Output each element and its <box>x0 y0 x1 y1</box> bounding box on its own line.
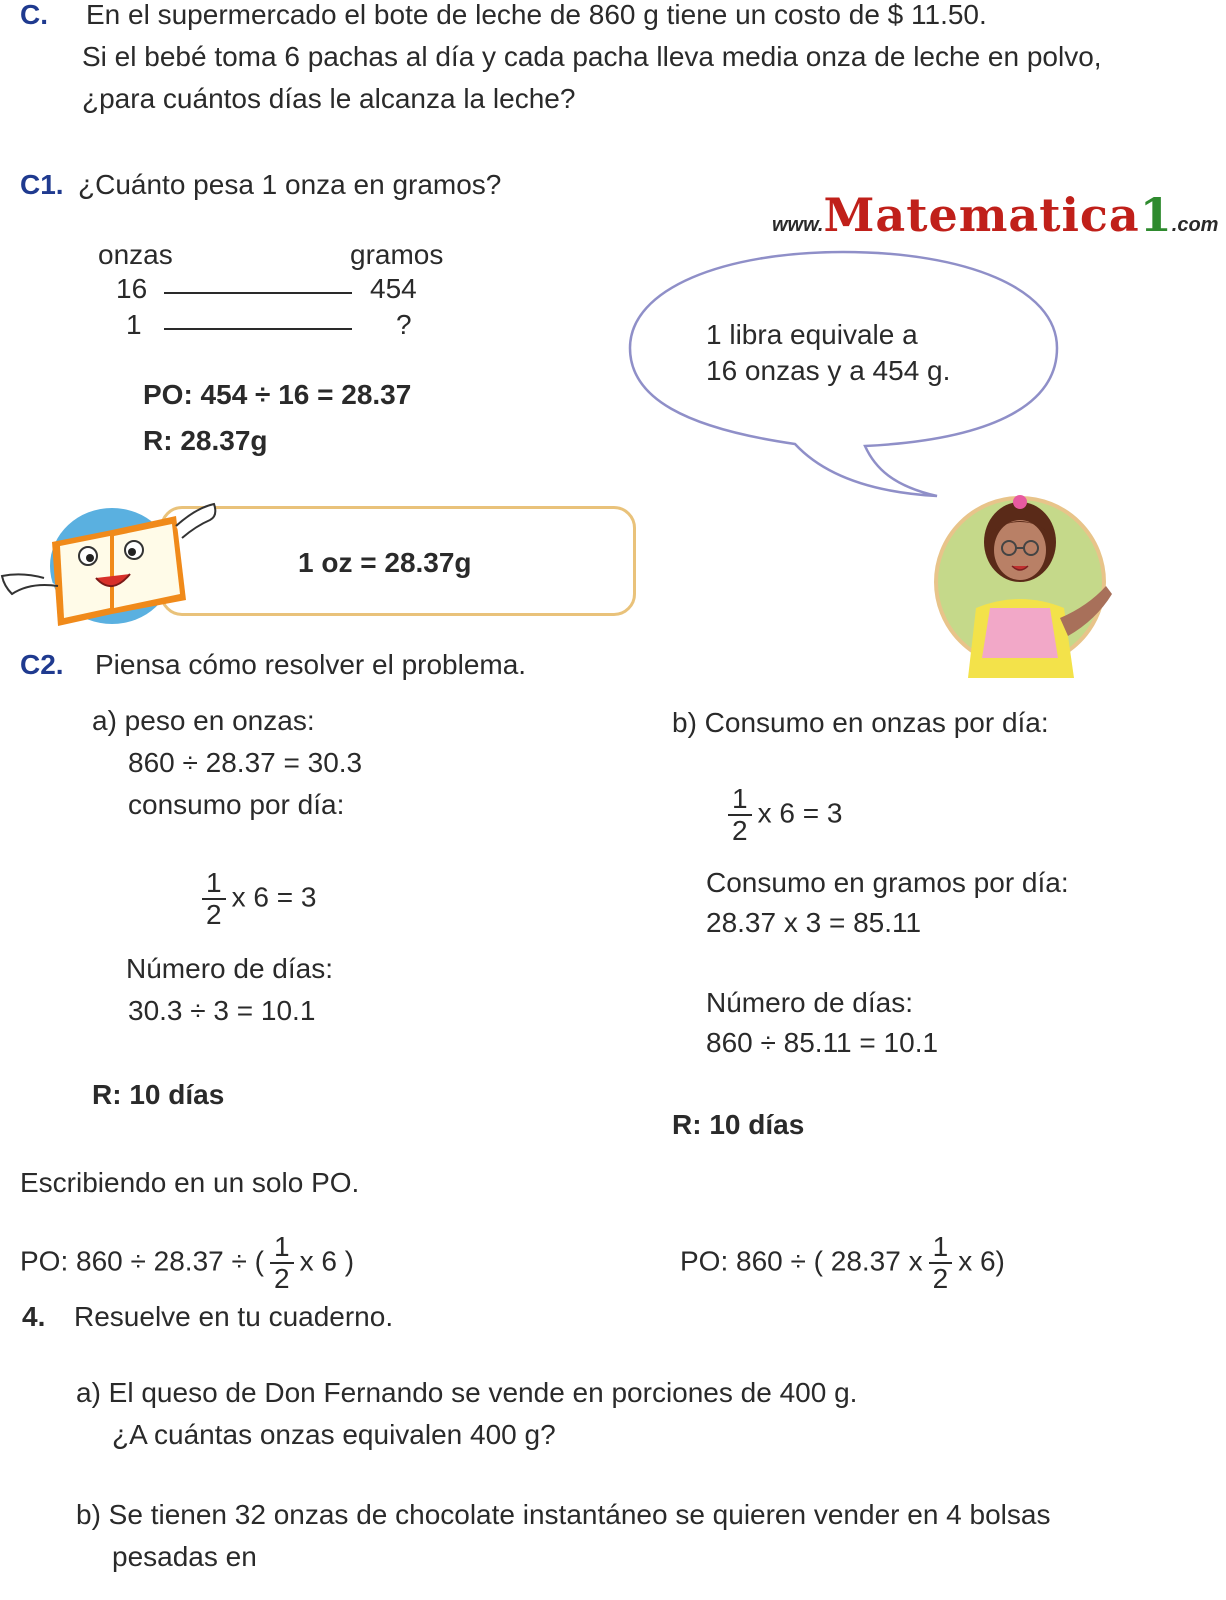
single-po-right-fraction <box>929 1232 953 1294</box>
problem-line-2: Si el bebé toma 6 pachas al día y cada pacha lleva media onza de leche en polvo, <box>82 41 1102 72</box>
c2-intro: Piensa cómo resolver el problema. <box>95 649 527 680</box>
fraction-denominator: 2 <box>732 815 748 846</box>
c2a-fraction-rest: x 6 = 3 <box>231 881 317 913</box>
table-header-gramos: gramos <box>350 239 444 270</box>
problem-line-1: En el supermercado el bote de leche de 860 g tiene un costo de $ 11.50. <box>86 0 987 30</box>
fraction-numerator: 1 <box>929 1232 953 1264</box>
c2b-fraction <box>728 784 752 846</box>
c2b-result: R: 10 días <box>672 1109 805 1140</box>
table-row1-left: 16 <box>116 273 148 304</box>
c2a-calc1: 860 ÷ 28.37 = 30.3 <box>128 747 363 778</box>
problem-label: C. <box>20 0 48 30</box>
bubble-line-1: 1 libra equivale a <box>706 319 918 350</box>
single-po-right-pre: PO: 860 ÷ ( 28.37 x <box>680 1245 923 1277</box>
site-logo <box>772 188 1218 242</box>
table-row2-left: 1 <box>126 309 142 340</box>
c2b-fraction-expression <box>722 784 842 846</box>
c1-label: C1. <box>20 169 64 200</box>
girl-character-illustration <box>928 478 1128 678</box>
problem-line-3: ¿para cuántos días le alcanza la leche? <box>82 83 576 114</box>
fraction-numerator: 1 <box>270 1232 294 1264</box>
logo-com: .com <box>1171 214 1219 236</box>
c2b-title: b) Consumo en onzas por día: <box>672 707 1049 738</box>
c2a-days-calc: 30.3 ÷ 3 = 10.1 <box>128 995 316 1026</box>
single-po-right <box>680 1232 1005 1294</box>
exercise4b-line2: pesadas en <box>112 1541 257 1572</box>
c1-result: R: 28.37g <box>143 425 268 456</box>
c2b-fraction-rest: x 6 = 3 <box>757 797 843 829</box>
single-po-left <box>20 1232 354 1294</box>
c2a-days-title: Número de días: <box>126 953 333 984</box>
exercise4a-line2: ¿A cuántas onzas equivalen 400 g? <box>112 1419 556 1450</box>
table-header-onzas: onzas <box>98 239 173 270</box>
table-row1-right: 454 <box>370 273 417 304</box>
logo-one: 1 <box>1139 188 1172 242</box>
c1-po: PO: 454 ÷ 16 = 28.37 <box>143 379 412 410</box>
c2a-result: R: 10 días <box>92 1079 225 1110</box>
c2b-grams-calc: 28.37 x 3 = 85.11 <box>706 907 922 938</box>
fraction-numerator: 1 <box>202 868 226 900</box>
table-row2-right: ? <box>396 309 412 340</box>
note-text: 1 oz = 28.37g <box>298 547 472 578</box>
c2a-fraction <box>202 868 226 930</box>
proportion-line-2 <box>164 328 352 330</box>
bubble-line-2: 16 onzas y a 454 g. <box>706 355 951 386</box>
c2b-days-calc: 860 ÷ 85.11 = 10.1 <box>706 1027 939 1058</box>
c2b-grams-title: Consumo en gramos por día: <box>706 867 1069 898</box>
c2a-subtitle: consumo por día: <box>128 789 345 820</box>
fraction-denominator: 2 <box>273 1263 290 1294</box>
book-mascot-illustration <box>0 486 222 636</box>
proportion-line-1 <box>164 292 352 294</box>
fraction-denominator: 2 <box>206 899 222 930</box>
single-po-title: Escribiendo en un solo PO. <box>20 1167 360 1198</box>
fraction-denominator: 2 <box>932 1263 949 1294</box>
exercise4b-line1: b) Se tienen 32 onzas de chocolate instantáneo se quieren vender en 4 bolsas <box>76 1499 1051 1530</box>
c2a-title: a) peso en onzas: <box>92 705 315 736</box>
exercise4-label: 4. <box>22 1301 46 1332</box>
c1-question: ¿Cuánto pesa 1 onza en gramos? <box>78 169 502 200</box>
single-po-left-pre: PO: 860 ÷ 28.37 ÷ ( <box>20 1245 264 1277</box>
single-po-left-fraction <box>270 1232 294 1294</box>
single-po-left-post: x 6 ) <box>299 1245 355 1277</box>
c2-label: C2. <box>20 649 64 680</box>
single-po-right-post: x 6) <box>958 1245 1005 1277</box>
logo-main: Matematica <box>823 188 1140 242</box>
exercise4-title: Resuelve en tu cuaderno. <box>74 1301 394 1332</box>
exercise4a-line1: a) El queso de Don Fernando se vende en porciones de 400 g. <box>76 1377 858 1408</box>
c2a-fraction-expression <box>196 868 316 930</box>
logo-www: www. <box>772 214 824 236</box>
c2b-days-title: Número de días: <box>706 987 913 1018</box>
fraction-numerator: 1 <box>728 784 752 816</box>
